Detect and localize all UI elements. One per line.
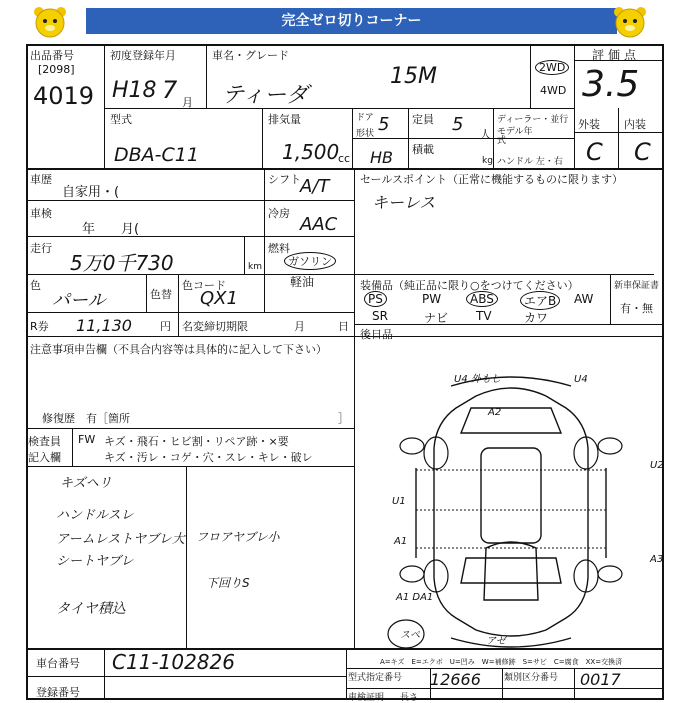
mileage-value: 5万0千730 (70, 251, 174, 275)
fw-label: FW (78, 433, 96, 446)
wd-4: 4WD (540, 84, 567, 97)
chassis-value: C11-102826 (112, 650, 235, 674)
model-year-label: モデル年式 (497, 127, 533, 146)
exterior-label: 外装 (578, 118, 600, 131)
equip-pw: PW (422, 292, 442, 306)
damage-label-u4: U4 (574, 374, 588, 385)
class-value: 0017 (580, 670, 621, 689)
score-value: 3.5 (582, 64, 640, 105)
colorno-label: 色替 (150, 288, 172, 301)
damage-label-u1: U1 (392, 496, 406, 507)
car-name: ティーダ (222, 83, 309, 108)
reg-number-label: 登録番号 (36, 686, 80, 699)
disp-label: 排気量 (268, 113, 301, 126)
body-value: HB (370, 148, 394, 167)
note-4: シートヤブレ (56, 554, 134, 569)
load-unit: kg (482, 156, 493, 166)
color-label: 色 (30, 279, 41, 292)
equip-airbag: エアB (520, 291, 560, 310)
damage-label-a1-da1: A1 DA1 (396, 592, 434, 603)
load-label: 積載 (412, 143, 434, 156)
damage-label-spare: スペ (400, 630, 420, 641)
body-label: 形状 (356, 129, 375, 139)
declare-label: 注意事項申告欄（不具合内容等は具体的に記入して下さい） (30, 343, 327, 356)
note-6: フロアヤブレ小 (196, 530, 280, 544)
mascot-bear-icon (610, 4, 650, 40)
damage-label-aze: アゼ (486, 636, 506, 647)
note-7: 下回りS (206, 576, 250, 590)
spec-label: 型式指定番号 (348, 673, 403, 683)
sales-value: キーレス (372, 193, 436, 212)
cap-label: 定員 (412, 113, 434, 126)
equip-abs: ABS (466, 291, 498, 307)
colorcode-value: QX1 (200, 288, 238, 309)
recycle-unit: 円 (160, 320, 171, 333)
mileage-label: 走行 (30, 242, 52, 255)
shift-value: A/T (300, 176, 330, 197)
deadline-day: 日 (338, 320, 349, 333)
recycle-value: 11,130 (76, 316, 132, 335)
grade: 15M (390, 64, 437, 89)
score-label: 評価点 (592, 48, 641, 62)
mileage-unit: km (248, 262, 262, 272)
chassis-label: 車台番号 (36, 657, 80, 670)
damage-label-a1: A1 (394, 536, 408, 547)
inspect-value: 年 月( (82, 222, 140, 237)
fuel-label: 燃料 (268, 242, 290, 255)
type-value: DBA-C11 (114, 144, 199, 166)
repair-label: 修復歴 有［箇所 (42, 412, 130, 425)
ac-value: AAC (300, 214, 338, 235)
note-5: タイヤ積込 (56, 601, 126, 617)
damage-label-a3: A3 (650, 554, 664, 565)
equip-label: 装備品（純正品に限り○をつけてください） (360, 279, 579, 292)
interior-value: C (634, 138, 651, 166)
damage-label-u2: U2 (650, 460, 664, 471)
note-2: ハンドルスレ (56, 508, 134, 523)
fuel-alt: 軽油 (290, 275, 315, 289)
equip-tv: TV (476, 309, 492, 323)
disp-unit: cc (338, 152, 351, 165)
type-label: 型式 (110, 113, 132, 126)
legend-row2: キズ・汚レ・コゲ・穴・スレ・キレ・破レ (104, 451, 313, 464)
warranty-label: 新車保証書 (614, 281, 660, 291)
shift-label: シフト (268, 173, 301, 186)
rearseat-label: 後日品 (360, 328, 393, 341)
door-value: 5 (378, 114, 390, 135)
cert-label: 車検証明 (348, 693, 385, 703)
colorcode-label: 色コード (182, 279, 226, 292)
equip-ps: PS (364, 291, 387, 307)
cap-value: 5 (452, 114, 464, 135)
deadline-month: 月 (294, 320, 305, 333)
inspector-label: 検査員 (28, 435, 61, 448)
lot-number: 4019 (33, 82, 95, 110)
note-1: キズヘリ (60, 476, 112, 491)
interior-label: 内装 (624, 118, 646, 131)
damage-label-a2: A2 (488, 407, 502, 418)
fuel-value: ガソリン (284, 252, 336, 270)
cap-unit: 人 (480, 128, 491, 141)
deadline-label: 名変締切期限 (182, 320, 248, 333)
disp-value: 1,500 (282, 140, 340, 164)
reg-month: 7 (162, 76, 178, 104)
warranty-value: 有・無 (620, 302, 653, 315)
wd-2-circled: 2WD (535, 60, 569, 75)
inspect-label: 車検 (30, 207, 52, 220)
spec-value: 12666 (430, 670, 481, 689)
length-label: 長さ (400, 693, 419, 703)
equip-navi: ナビ (424, 311, 449, 325)
note-3: アームレストヤブレ大 (56, 532, 185, 547)
lot-label: 出品番号 (30, 49, 74, 62)
exterior-value: C (586, 138, 603, 166)
entry-label: 記入欄 (28, 451, 61, 464)
use-value: 自家用・( (62, 185, 120, 200)
door-label: ドア (356, 113, 374, 123)
damage-label-u4-roof: U4 外もし (454, 374, 501, 385)
legend-row1: キズ・飛石・ヒビ割・リペア跡・×要 (104, 435, 289, 448)
reg-month-unit: 月 (182, 96, 193, 109)
damage-legend: A=キズ E=エクボ U=凹み W=補修跡 S=サビ C=腐食 XX=交換済 (380, 658, 623, 666)
mascot-bear-icon (30, 4, 70, 40)
page-title: 完全ゼロ切りコーナー (86, 8, 617, 34)
color-value: パール (52, 290, 106, 311)
recycle-label: R券 (30, 320, 49, 333)
reg-label: 初度登録年月 (110, 49, 176, 62)
equip-aw: AW (574, 292, 594, 306)
equip-sr: SR (372, 309, 388, 323)
lot-sub: [2098] (38, 63, 75, 76)
sales-label: セールスポイント（正常に機能するものに限ります） (360, 173, 624, 186)
handle-label: ハンドル 左・右 (497, 157, 563, 167)
equip-leather: カワ (524, 311, 549, 325)
dealer-label: ディーラー・並行 (497, 115, 569, 125)
reg-year: H18 (112, 78, 157, 103)
ac-label: 冷房 (268, 207, 290, 220)
car-label: 車名・グレード (212, 49, 289, 62)
use-label: 車歴 (30, 173, 52, 186)
repair-close: ］ (338, 412, 349, 425)
class-label: 類別区分番号 (504, 673, 559, 683)
car-damage-diagram (356, 338, 662, 648)
